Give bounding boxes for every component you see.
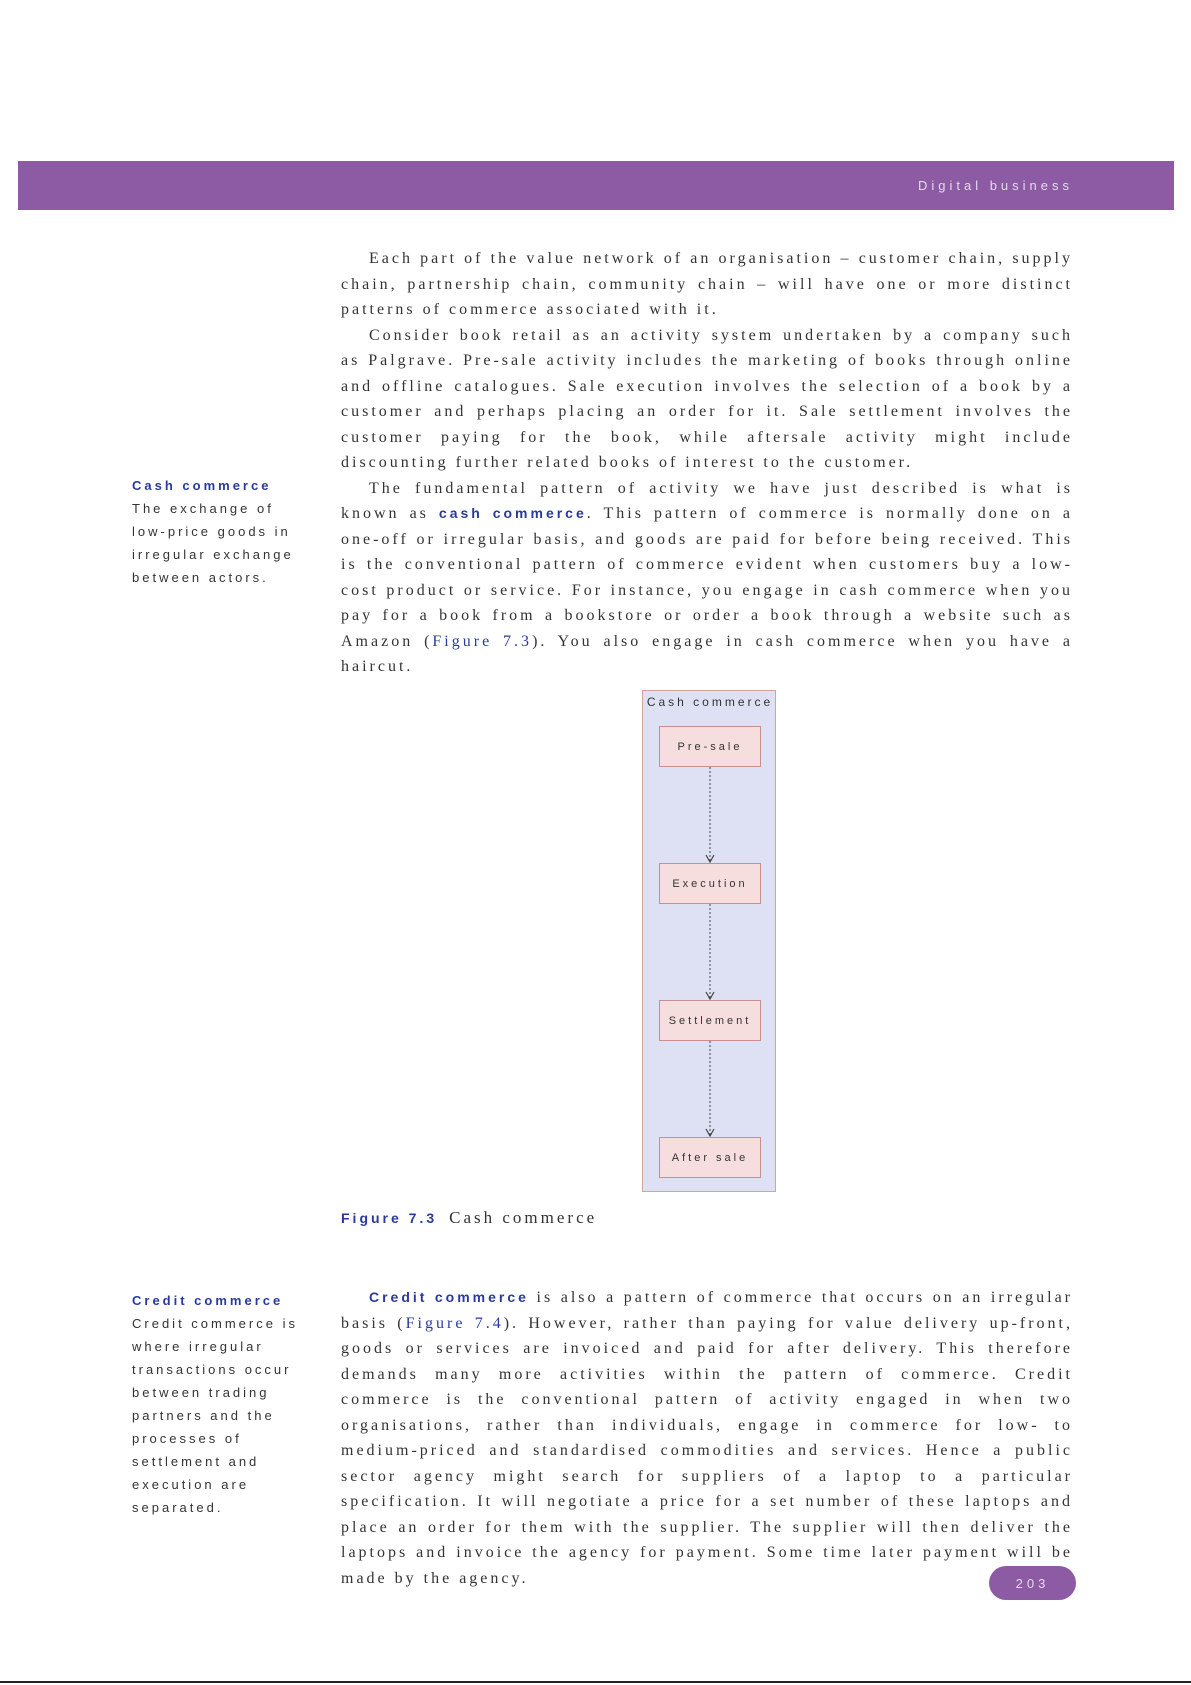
margin-note-term: Cash commerce	[132, 478, 272, 493]
running-header-title: Digital business	[917, 178, 1073, 193]
stage-settlement: Settlement	[659, 1000, 761, 1041]
figure-number: Figure 7.3	[341, 1210, 438, 1226]
margin-note-definition: The exchange of low-price goods in irregular exchange between actors.	[132, 501, 294, 585]
paragraph-cash-commerce	[341, 476, 1073, 680]
stage-execution: Execution	[659, 863, 761, 904]
margin-note-credit-commerce	[132, 1289, 312, 1519]
text-run: ). However, rather than paying for value delivery up-front, goods or services are invoiced and paid for after delivery. This therefore demands many more activities within the pattern of commerce. Credit commerce is the conventional pattern of activity engaged in when two organisations, rather than individuals, engage in commerce for low- to medium-priced and standardised commodities and services. Hence a public sector agency might search for suppliers of a laptop to a particular specification. It will negotiate a price for a set number of these laptops and place an order for them with the supplier. The supplier will then deliver the laptops and invoice the agency for payment. Some time later payment will be made by the agency.	[341, 1314, 1074, 1587]
keyword-cash-commerce: cash commerce	[438, 505, 587, 521]
text-run: The fundamental pattern of activity we have just described is what is known as	[341, 479, 1073, 522]
text-run: ). You also engage in cash commerce when you have a haircut.	[341, 632, 1073, 675]
margin-note-cash-commerce	[132, 474, 312, 589]
keyword-credit-commerce: Credit commerce	[369, 1289, 529, 1305]
figure-caption-text: Cash commerce	[449, 1208, 598, 1227]
text-run: . This pattern of commerce is normally done on a one-off or irregular basis, and goods are paid for before being received. This is the conventional pattern of commerce evident when customers buy a low-cost product or service. For instance, you engage in cash commerce when you pay for a book from a bookstore or order a book through a website such as Amazon (	[341, 505, 1074, 650]
margin-note-term: Credit commerce	[132, 1293, 284, 1308]
arrow-down-icon	[703, 1041, 717, 1137]
diagram-title: Cash commerce	[646, 695, 774, 709]
arrow-down-icon	[703, 767, 717, 863]
body-text-bottom	[341, 1285, 1073, 1591]
paragraph-book-retail: Consider book retail as an activity system undertaken by a company such as Palgrave. Pre-sale activity includes the marketing of books through online and offline catalogues. Sale execution involves the selection of a book by a customer and perhaps placing an order for it. Sale settlement involves the customer paying for the book, while aftersale activity might include discounting further related books of interest to the customer.	[341, 326, 1073, 471]
footer-rule	[0, 1681, 1191, 1683]
figure-caption	[341, 1208, 597, 1228]
paragraph-credit-commerce	[341, 1285, 1073, 1591]
margin-note-definition: Credit commerce is where irregular transactions occur between trading partners and the processes of settlement and execution are separated.	[132, 1316, 298, 1515]
arrow-down-icon	[703, 904, 717, 1000]
cash-commerce-diagram	[642, 690, 776, 1192]
figure-7-4-link[interactable]: Figure 7.4	[405, 1314, 504, 1332]
page-number: 203	[989, 1566, 1076, 1600]
body-text-top	[341, 246, 1073, 680]
figure-7-3-link[interactable]: Figure 7.3	[432, 632, 533, 650]
stage-pre-sale: Pre-sale	[659, 726, 761, 767]
stage-after-sale: After sale	[659, 1137, 761, 1178]
paragraph-value-network: Each part of the value network of an organisation – customer chain, supply chain, partnership chain, community chain – will have one or more distinct patterns of commerce associated with it.	[341, 250, 1073, 318]
text-run: is also a pattern of commerce that occurs on an irregular basis (	[341, 1289, 1073, 1332]
